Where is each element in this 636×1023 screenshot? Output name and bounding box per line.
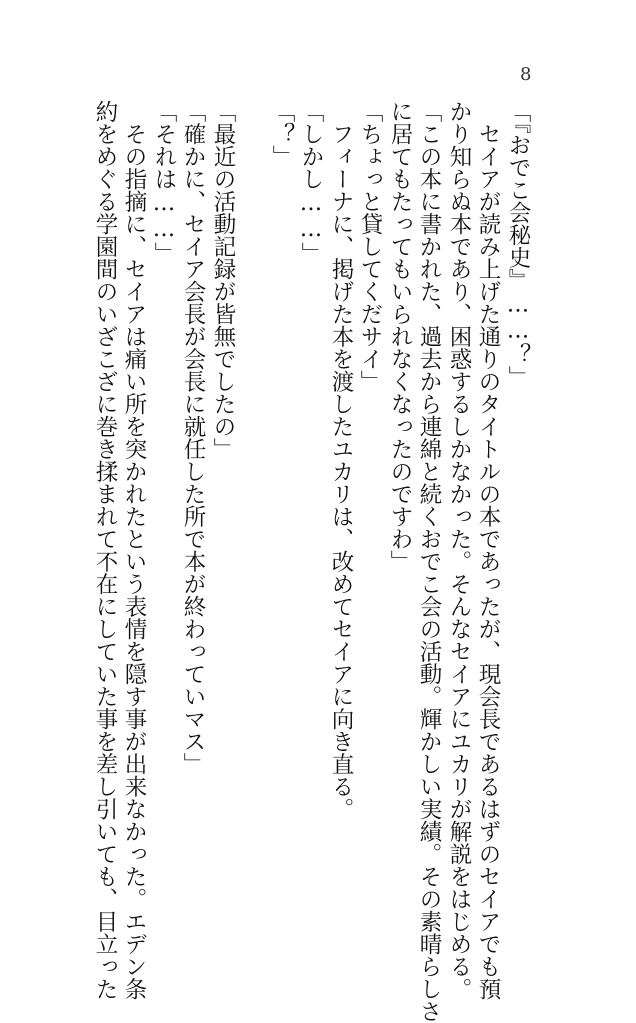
text-line: 「最近の活動記録が皆無でしたの」 <box>210 100 236 460</box>
text-line: 「しかし……」 <box>298 100 324 265</box>
text-line: に居てもたってもいられなくなったのですわ」 <box>387 100 413 573</box>
text-line: セイアが読み上げた通りのタイトルの本であったが、現会長であるはずのセイアでも預 <box>475 100 501 1000</box>
text-line: その指摘に、セイアは痛い所を突かれたという表情を隠す事が出来なかった。エデン条 <box>121 100 147 1000</box>
text-line: 「確かに、セイア会長が会長に就任した所で本が終わっていマス」 <box>180 100 206 775</box>
text-line: かり知らぬ本であり、困惑するしかなかった。そんなセイアにユカリが解説をはじめる。 <box>446 100 472 1000</box>
text-line: 「この本に書かれた、過去から連綿と続くおでこ会の活動。輝かしい実績。その素晴らしさ <box>416 100 442 1023</box>
text-line: 「ちょっと貸してくだサイ」 <box>357 100 383 393</box>
text-line: 「？」 <box>269 100 295 168</box>
text-line: 「『おでこ会秘史』……？」 <box>505 100 531 389</box>
text-line: 約をめぐる学園間のいざこざに巻き揉まれて不在にしていた事を差し引いても、目立った <box>92 100 118 1000</box>
text-line: フィーナに、掲げた本を渡したユカリは、改めてセイアに向き直る。 <box>328 100 354 820</box>
text-line: 「それは……」 <box>151 100 177 265</box>
page-number: 8 <box>520 64 532 85</box>
